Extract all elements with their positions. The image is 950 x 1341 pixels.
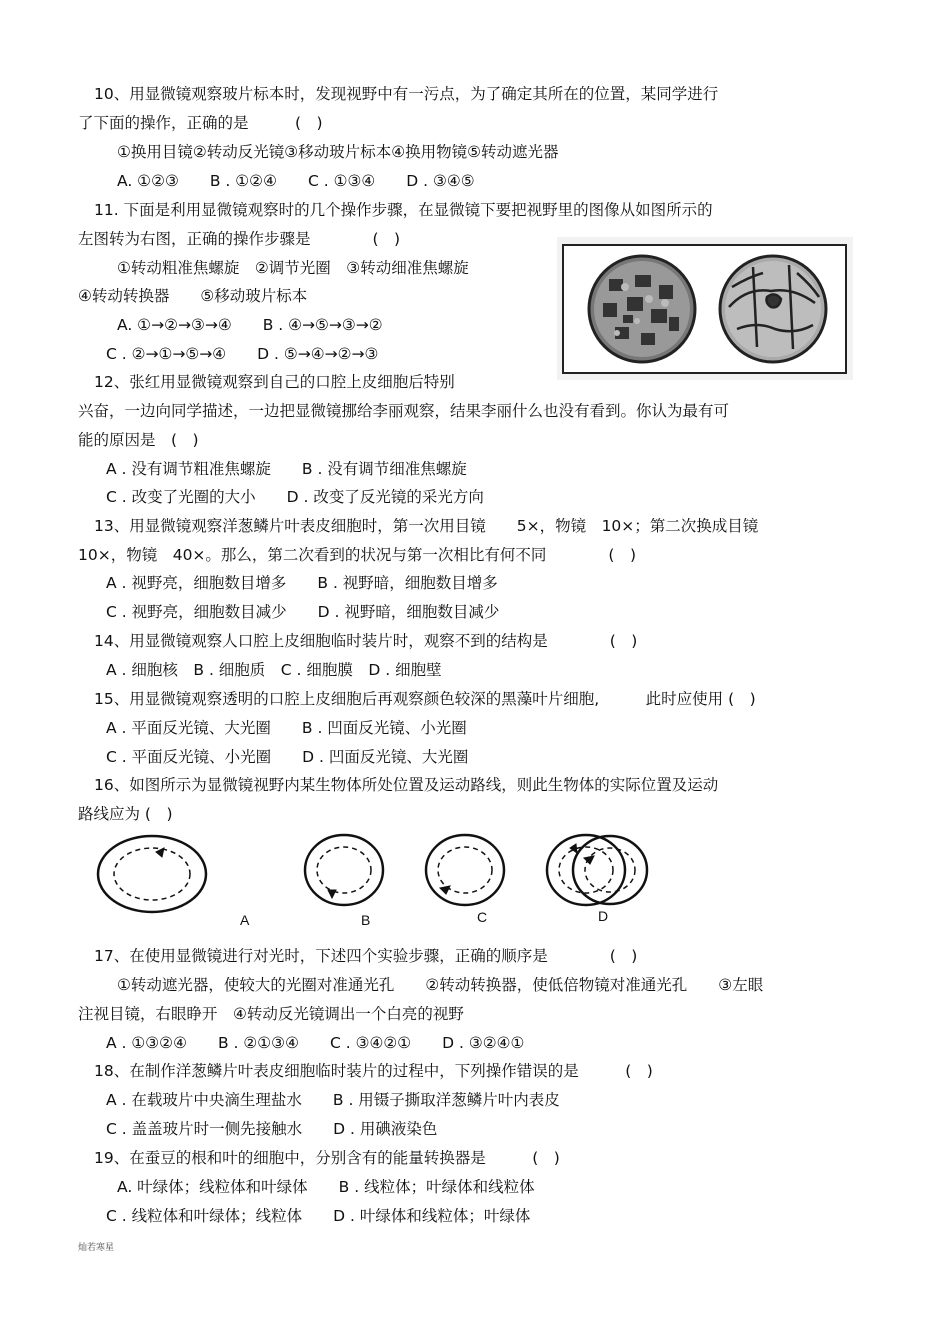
q18-options-ab: A . 在载玻片中央滴生理盐水 B . 用镊子撕取洋葱鳞片叶内表皮 [106, 1091, 560, 1109]
field-b [426, 835, 504, 905]
q11-options-ab: A. ①→②→③→④ B . ④→⑤→③→② [117, 316, 383, 334]
q16-label-d: D [598, 908, 609, 924]
q19-options-cd: C . 线粒体和叶绿体；线粒体 D . 叶绿体和线粒体；叶绿体 [106, 1207, 531, 1225]
q14-options: A . 细胞核 B . 细胞质 C . 细胞膜 D . 细胞壁 [106, 661, 442, 679]
q12-options-ab: A . 没有调节粗准焦螺旋 B . 没有调节细准焦螺旋 [106, 460, 467, 478]
q17-options: A . ①③②④ B . ②①③④ C . ③④②① D . ③②④① [106, 1034, 525, 1052]
q12-line-1: 12、张红用显微镜观察到自己的口腔上皮细胞后特别 [94, 373, 455, 391]
q17-line-2: ①转动遮光器，使较大的光圈对准通光孔 ②转动转换器，使低倍物镜对准通光孔 ③左眼 [117, 976, 764, 994]
q11-line-1: 11. 下面是利用显微镜观察时的几个操作步骤，在显微镜下要把视野里的图像从如图所示的 [94, 201, 713, 219]
q16-label-c: C [477, 909, 488, 925]
q11-options-cd: C . ②→①→⑤→④ D . ⑤→④→②→③ [106, 345, 379, 363]
q18-line-1: 18、在制作洋葱鳞片叶表皮细胞临时装片的过程中，下列操作错误的是 ( ) [94, 1062, 653, 1080]
clear-field [720, 256, 826, 362]
q11-line-2: 左图转为右图，正确的操作步骤是 ( ) [78, 230, 401, 248]
q18-options-cd: C . 盖盖玻片时一侧先接触水 D . 用碘液染色 [106, 1120, 438, 1138]
page-footer: 灿若寒星 [78, 1243, 115, 1253]
q15-options-ab: A . 平面反光镜、大光圈 B . 凹面反光镜、小光圈 [106, 719, 467, 737]
q12-options-cd: C . 改变了光圈的大小 D . 改变了反光镜的采光方向 [106, 488, 484, 506]
q16-field-d [570, 832, 650, 922]
q13-options-ab: A . 视野亮，细胞数目增多 B . 视野暗，细胞数目增多 [106, 574, 498, 592]
q17-line-1: 17、在使用显微镜进行对光时，下述四个实验步骤，正确的顺序是 ( ) [94, 947, 638, 965]
q16-line-1: 16、如图所示为显微镜视野内某生物体所处位置及运动路线，则此生物体的实际位置及运动 [94, 776, 719, 794]
q13-options-cd: C . 视野亮，细胞数目减少 D . 视野暗，细胞数目减少 [106, 603, 500, 621]
q15-options-cd: C . 平面反光镜、小光圈 D . 凹面反光镜、大光圈 [106, 748, 469, 766]
q11-steps-2: ④转动转换器 ⑤移动玻片标本 [78, 287, 308, 305]
blurry-field [589, 256, 695, 362]
q16-label-a: A [240, 912, 250, 928]
q10-options: A. ①②③ B . ①②④ C . ①③④ D . ③④⑤ [117, 172, 475, 190]
q13-line-1: 13、用显微镜观察洋葱鳞片叶表皮细胞时，第一次用目镜 5×，物镜 10×；第二次换成目镜 [94, 517, 759, 535]
q14-line-1: 14、用显微镜观察人口腔上皮细胞临时装片时，观察不到的结构是 ( ) [94, 632, 638, 650]
q12-line-2: 兴奋，一边向同学描述，一边把显微镜挪给李丽观察，结果李丽什么也没有看到。你认为最有可 [78, 402, 730, 420]
q16-label-b: B [361, 912, 371, 928]
q16-line-2: 路线应为 ( ) [78, 805, 173, 823]
field-original [98, 836, 206, 912]
q11-microscope-figure [557, 237, 853, 380]
field-a [305, 835, 383, 905]
q19-options-ab: A. 叶绿体；线粒体和叶绿体 B . 线粒体；叶绿体和线粒体 [117, 1178, 535, 1196]
q10-statements: ①换用目镜②转动反光镜③移动玻片标本④换用物镜⑤转动遮光器 [117, 143, 559, 161]
q13-line-2: 10×，物镜 40×。那么，第二次看到的状况与第一次相比有何不同 ( ) [78, 546, 637, 564]
q11-steps-1: ①转动粗准焦螺旋 ②调节光圈 ③转动细准焦螺旋 [117, 259, 469, 277]
q17-line-3: 注视目镜，右眼睁开 ④转动反光镜调出一个白亮的视野 [78, 1005, 464, 1023]
q10-line-2: 了下面的操作，正确的是 ( ) [78, 114, 323, 132]
q19-line-1: 19、在蚕豆的根和叶的细胞中，分别含有的能量转换器是 ( ) [94, 1149, 560, 1167]
q10-line-1: 10、用显微镜观察玻片标本时，发现视野中有一污点，为了确定其所在的位置，某同学进行 [94, 85, 719, 103]
q12-line-3: 能的原因是 ( ) [78, 431, 199, 449]
q15-line-1: 15、用显微镜观察透明的口腔上皮细胞后再观察颜色较深的黑藻叶片细胞, 此时应使用 ( ) [94, 690, 756, 708]
